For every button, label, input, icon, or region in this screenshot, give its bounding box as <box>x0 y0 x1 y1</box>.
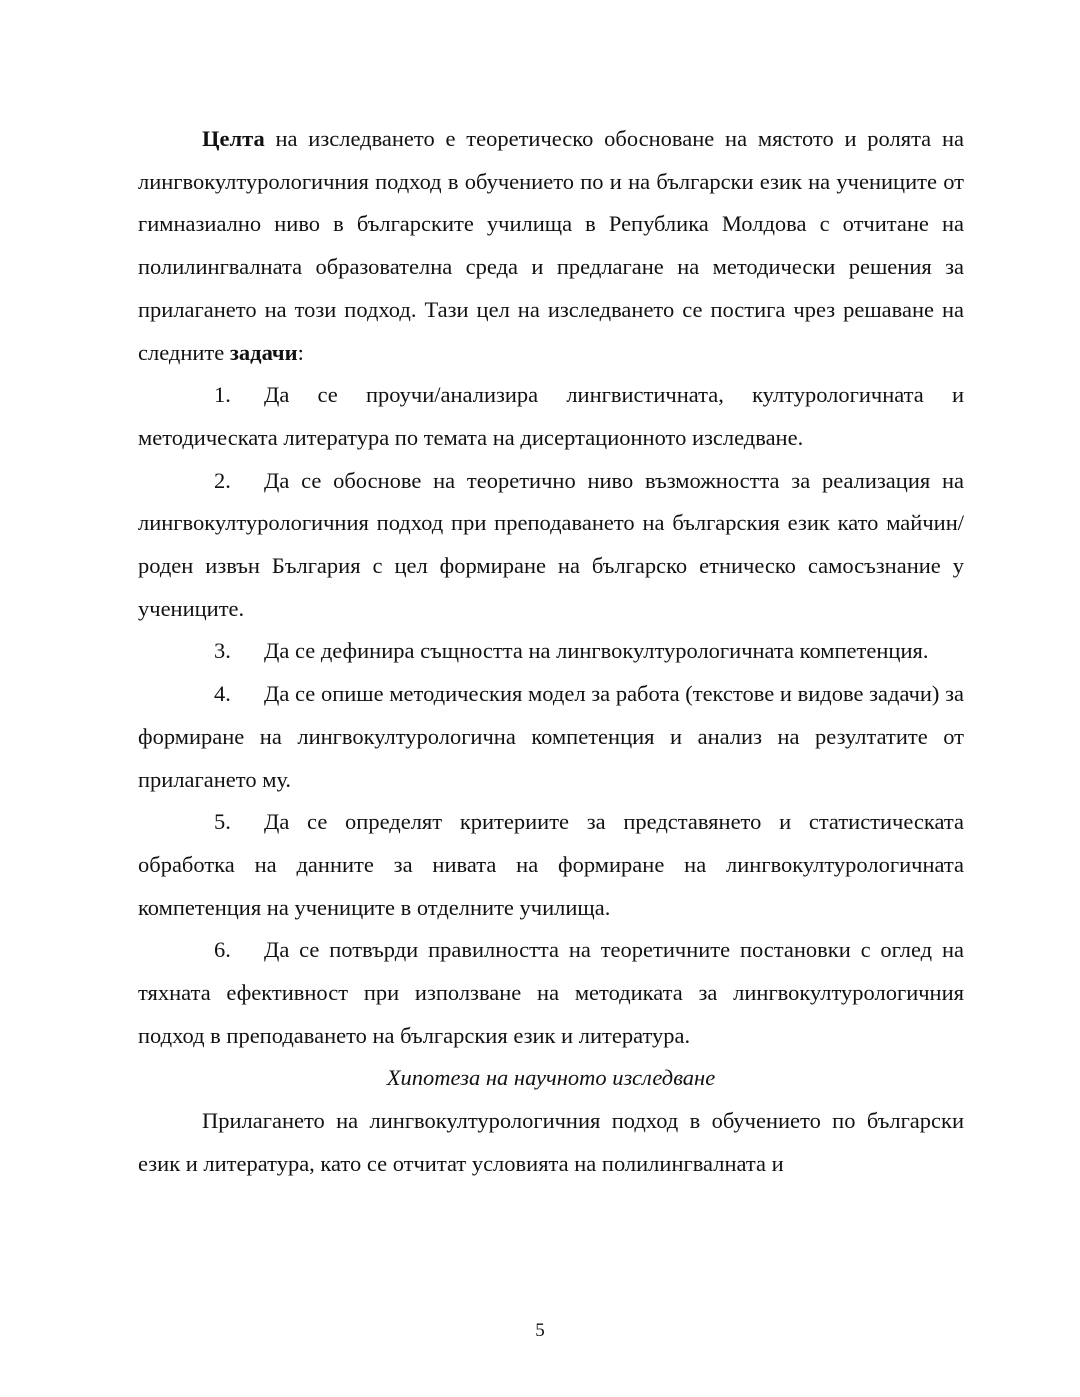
task-item <box>138 801 964 929</box>
task-text: Да се проучи/анализира лингвистичната, културологичната и методическата литература по темата на дисертационното изследване. <box>138 382 964 450</box>
task-item <box>138 374 964 459</box>
task-number: 3. <box>214 638 231 664</box>
task-item <box>138 460 964 631</box>
goal-text: на изследването е теоретическо обосноване на мястото и ролята на лингвокултурологичния подход в обучението по и на български език на учениците от гимназиално ниво в българските училища в Република Молдова с отчитане на полилингвалната образователна среда и предлагане на методически решения за прилагането на този подход. Тази цел на изследването се постига чрез решаване на следните <box>138 126 964 365</box>
goal-tail: : <box>297 339 304 365</box>
goal-paragraph <box>138 118 964 374</box>
task-number: 1. <box>214 382 231 408</box>
page-number: 5 <box>535 1320 545 1341</box>
task-text: Да се потвърди правилността на теоретичните постановки с оглед на тяхната ефективност при използване на методиката за лингвокултурологичния подход в преподаването на българския език и литература. <box>138 937 964 1048</box>
task-text: Да се опише методическия модел за работа (текстове и видове задачи) за формиране на лингвокултурологична компетенция и анализ на резултатите от прилагането му. <box>138 681 964 792</box>
hypothesis-paragraph: Прилагането на лингвокултурологичния подход в обучението по български език и литература, като се отчитат условията на полилингвалната и <box>138 1108 964 1176</box>
task-number: 4. <box>214 681 231 707</box>
document-page <box>138 118 964 1186</box>
task-text: Да се обоснове на теоретично ниво възможността за реализация на лингвокултурологичния подход при преподаването на българския език като майчин/роден извън България с цел формиране на българско етническо самосъзнание у учениците. <box>138 467 964 621</box>
task-number: 2. <box>214 467 231 493</box>
task-number: 6. <box>214 937 231 963</box>
task-item <box>138 673 964 801</box>
goal-bold-tail: задачи <box>229 339 298 365</box>
goal-bold-lead: Целта <box>202 126 265 151</box>
task-number: 5. <box>214 809 231 835</box>
task-item <box>138 630 964 673</box>
hypothesis-heading: Хипотеза на научното изследване <box>386 1065 716 1091</box>
task-text: Да се дефинира същността на лингвокултурологичната компетенция. <box>264 638 929 664</box>
task-item <box>138 929 964 1057</box>
task-text: Да се определят критериите за представянето и статистическата обработка на данните за нивата на формиране на лингвокултурологичната компетенция на учениците в отделните училища. <box>138 809 964 920</box>
